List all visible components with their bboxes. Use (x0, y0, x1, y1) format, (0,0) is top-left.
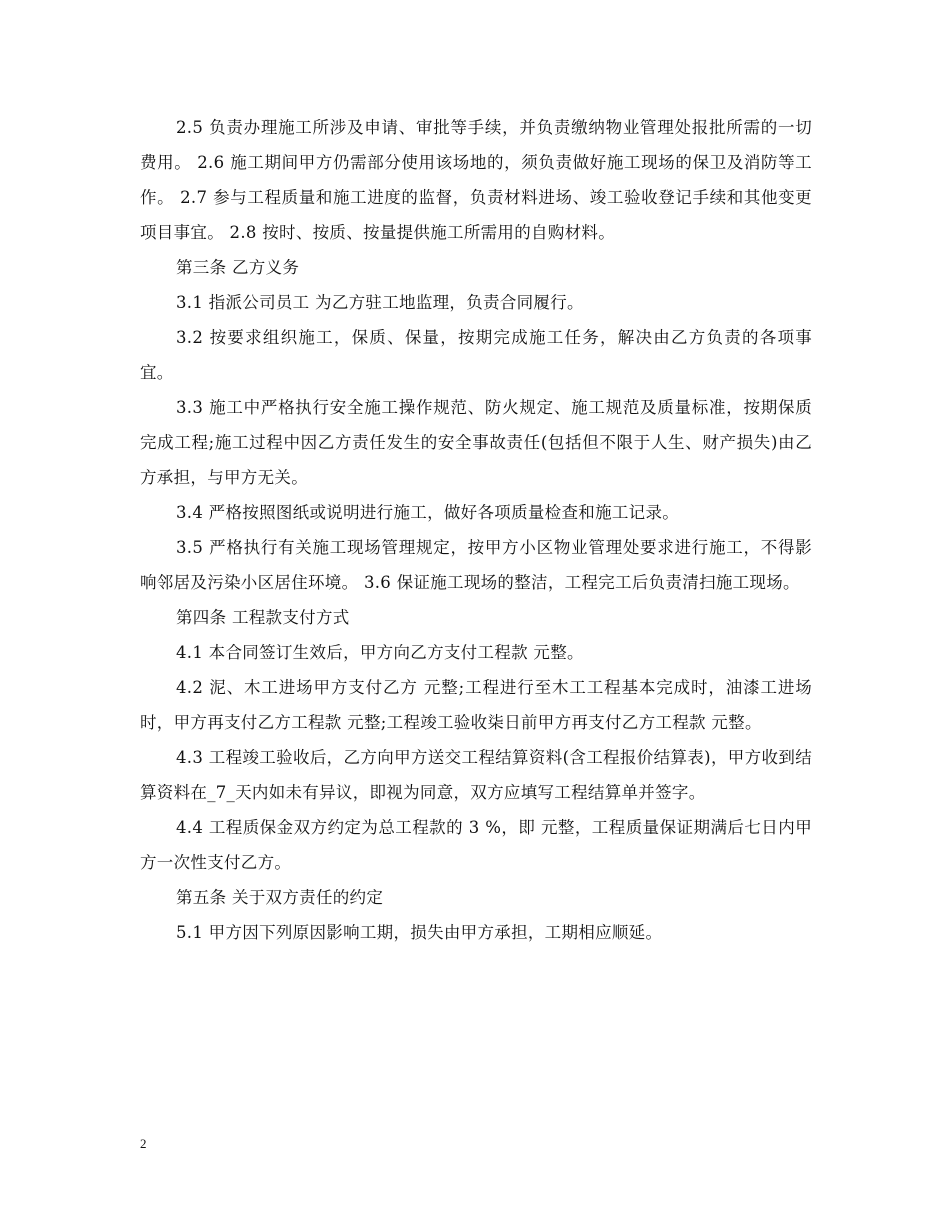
paragraph-4-2: 4.2 泥、木工进场甲方支付乙方 元整;工程进行至木工工程基本完成时，油漆工进场时，甲方再支付乙方工程款 元整;工程竣工验收柒日前甲方再支付乙方工程款 元整。 (140, 678, 812, 732)
section-heading-article-4: 第四条 工程款支付方式 (176, 608, 350, 627)
document-body (140, 110, 812, 950)
paragraph-3-1: 3.1 指派公司员工 为乙方驻工地监理，负责合同履行。 (176, 293, 584, 312)
section-heading-article-3: 第三条 乙方义务 (176, 258, 300, 277)
page-number: 2 (140, 1136, 147, 1151)
paragraph-3-4: 3.4 严格按照图纸或说明进行施工，做好各项质量检查和施工记录。 (176, 503, 680, 522)
paragraph-4-1: 4.1 本合同签订生效后，甲方向乙方支付工程款 元整。 (176, 643, 584, 662)
paragraph-5-1: 5.1 甲方因下列原因影响工期，损失由甲方承担，工期相应顺延。 (176, 923, 663, 942)
paragraph-2-5-to-2-8: 2.5 负责办理施工所涉及申请、审批等手续，并负责缴纳物业管理处报批所需的一切费用。 2.6 施工期间甲方仍需部分使用该场地的，须负责做好施工现场的保卫及消防等工作。 2.7 参与工程质量和施工进度的监督，负责材料进场、竣工验收登记手续和其他变更项目事宜。 2.8 按时、按质、按量提供施工所需用的自购材料。 (140, 118, 812, 242)
section-heading-article-5: 第五条 关于双方责任的约定 (176, 888, 384, 907)
paragraph-4-3: 4.3 工程竣工验收后，乙方向甲方送交工程结算资料(含工程报价结算表)，甲方收到结算资料在_7_天内如未有异议，即视为同意，双方应填写工程结算单并签字。 (140, 748, 812, 802)
paragraph-3-2: 3.2 按要求组织施工，保质、保量，按期完成施工任务，解决由乙方负责的各项事宜。 (140, 328, 812, 382)
paragraph-4-4: 4.4 工程质保金双方约定为总工程款的 3 %，即 元整，工程质量保证期满后七日内甲方一次性支付乙方。 (140, 818, 812, 872)
paragraph-3-5-3-6: 3.5 严格执行有关施工现场管理规定，按甲方小区物业管理处要求进行施工，不得影响邻居及污染小区居住环境。 3.6 保证施工现场的整洁，工程完工后负责清扫施工现场。 (140, 538, 812, 592)
paragraph-3-3: 3.3 施工中严格执行安全施工操作规范、防火规定、施工规范及质量标准，按期保质完成工程;施工过程中因乙方责任发生的安全事故责任(包括但不限于人生、财产损失)由乙方承担，与甲方无关。 (140, 398, 812, 487)
